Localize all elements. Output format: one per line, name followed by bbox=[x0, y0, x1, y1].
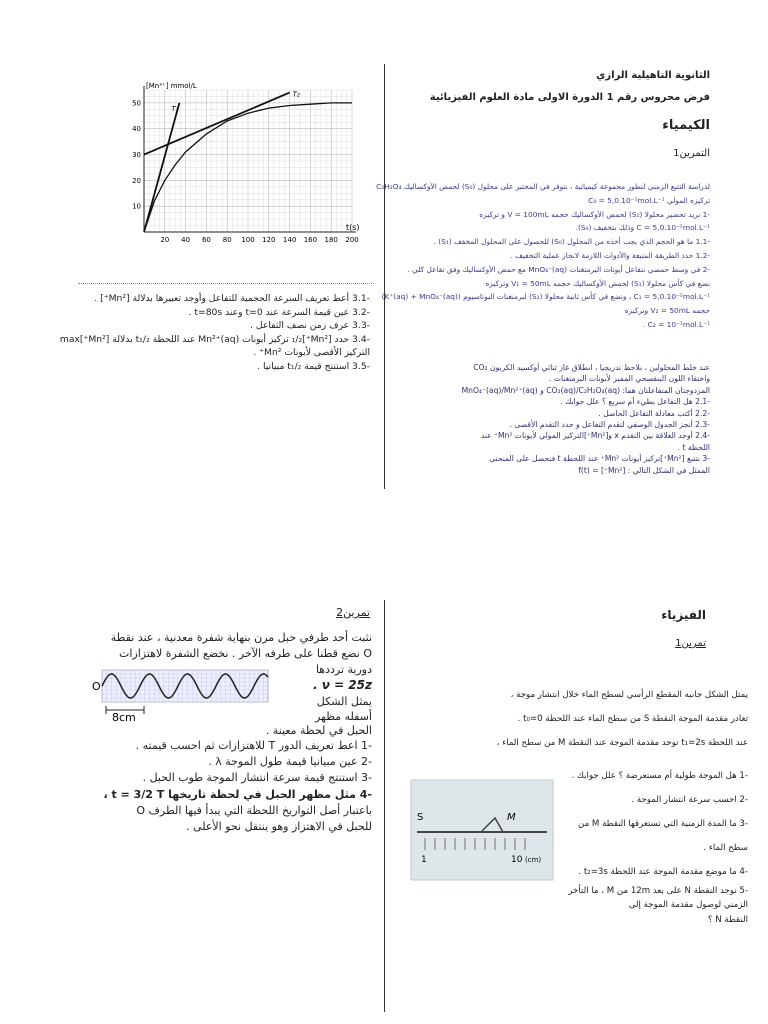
caption-line: يمثل الشكل bbox=[316, 695, 372, 708]
exercise2-question-4c: للحبل في الاهتزاز وهو ينتقل نحو الأعلى . bbox=[186, 820, 372, 834]
intro-line: لدراسة التتبع الزمني لتطور مجموعة كيميائية ، نتوفر في المختبر على محلول (S₀) لحمض الأوكساليك C₂H₂O₄ bbox=[376, 182, 710, 191]
label-s: S bbox=[417, 812, 424, 823]
chart-ticks bbox=[132, 99, 359, 244]
mix-line: -2.1 هل التفاعل بطيء أم سريع ؟ علل جوابك . bbox=[560, 397, 710, 407]
water-wave-figure bbox=[411, 780, 553, 880]
question-3-2: -3.2 عين قيمة السرعة عند t=0 وعند t=80s . bbox=[188, 306, 370, 318]
question-3-4b: التركيز الأقصى لأيونات Mn²⁺ . bbox=[253, 347, 370, 359]
y-tick-label: 50 bbox=[132, 99, 141, 108]
intro-line: C = 5,0.10⁻²mol.L⁻¹ وذلك بتخفيف (S₀). bbox=[575, 223, 710, 233]
ruler-label-right: 10 bbox=[511, 855, 523, 865]
physics-heading: الفيزياء bbox=[661, 608, 706, 622]
exercise2-line: نثبت أحد طرفي حبل مرن بنهاية شفرة معدنية ، عند نقطة bbox=[110, 631, 372, 644]
question-3-4: -3.4 حدد [Mn²⁺]₁/₂ تركيز أيونات Mn²⁺(aq) عند اللحظة t₁/₂ بدلالة [Mn²⁺]max bbox=[59, 333, 370, 345]
tangent-label: T₂ bbox=[292, 90, 300, 99]
column-divider-bottom bbox=[384, 600, 385, 1012]
intro-line: تركيزه المولي C₀ = 5,0.10⁻¹mol.L⁻¹ bbox=[588, 195, 710, 205]
physics-question-2: -2 احسب سرعة انتشار الموجة . bbox=[631, 795, 748, 805]
exercise2-question-4: -4 مثل مظهر الحبل في لحظة تاريخها t = 3/2 T ، bbox=[103, 787, 372, 801]
question-3-1: -3.1 أعط تعريف السرعة الحجمية للتفاعل وأوجد تعبيرها بدلالة [Mn²⁺] . bbox=[94, 293, 370, 304]
y-tick-label: 40 bbox=[132, 125, 141, 134]
physics-questions bbox=[568, 764, 748, 928]
mix-line: -3 نتتبع [Mn²⁺]تركيز أيونات Mn²⁺ عند اللحظة t فنحصل على المنحنى bbox=[489, 454, 710, 464]
physics-exercise1-label: تمرين1 bbox=[675, 638, 706, 649]
intro-line: -1 نريد تحضير محلولا (S₁) لحمض الأوكساليك حجمه V = 100mL و تركيزه bbox=[479, 209, 710, 219]
physics-line-2: تغادر مقدمة الموجة النقطة S من سطح الماء عند اللحظة t₀=0 . bbox=[517, 714, 748, 724]
mix-line: الممثل في الشكل التالي : [Mn²⁺] = f(t) bbox=[578, 465, 710, 475]
exercise2-question-4b: باعتبار أصل التواريخ اللحظة التي يبدأ فيها الطرف O bbox=[136, 803, 372, 817]
ruler-label-left: 1 bbox=[421, 855, 427, 865]
physics-question-5b: النقطة N ؟ bbox=[707, 915, 748, 925]
chart-y-label: [Mn²⁺] mmol/L bbox=[146, 82, 197, 90]
exercise2-frequency: ν = 25z . bbox=[312, 678, 372, 692]
mix-line: -2.2 أكتب معادلة التفاعل الحاصل . bbox=[598, 408, 710, 418]
physics-question-4: -4 ما موضع مقدمة الموجة عند اللحظة t₂=3s . bbox=[578, 867, 748, 877]
chemistry-questions bbox=[59, 292, 370, 374]
question-3-3: -3.3 عرف زمن نصف التفاعل . bbox=[250, 320, 370, 332]
mix-line: واختفاء اللون البنفسجي المميز لأيونات البرمنغنات . bbox=[549, 374, 710, 384]
exercise2-label: تمرين2 bbox=[336, 606, 370, 619]
mix-line: -2.4 أوجد العلاقة بين التقدم x و[Mn²⁺]التركيز المولي لأيونات Mn²⁺ عند bbox=[480, 431, 710, 441]
intro-line: نضع في كأس محلولا (S₁) لحمض الأوكساليك حجمه V₁ = 50mL وتركيزه bbox=[485, 278, 710, 288]
rope-wave-figure bbox=[92, 668, 272, 722]
mix-line: اللحظة t . bbox=[677, 442, 710, 452]
mix-line: عند خلط المحلولين ، نلاحظ تدريجيا ، انطلاق غاز ثنائي أوكسيد الكربون CO₂ bbox=[473, 363, 710, 372]
y-tick-label: 10 bbox=[132, 202, 141, 211]
mix-line: -2.3 أنجز الجدول الوصفي لتقدم التفاعل و حدد التقدم الأقصى . bbox=[509, 420, 710, 430]
intro-line: -2 في وسط حمضي نتفاعل أيونات البرمنغنات MnO₄⁻(aq) مع حمض الأوكساليك وفق تفاعل كلي . bbox=[407, 264, 710, 274]
chart-x-label: t(s) bbox=[346, 223, 360, 232]
x-tick-label: 200 bbox=[345, 236, 359, 244]
exercise1-label: التمرين1 bbox=[673, 148, 710, 159]
exercise2-question-2: -2 عين مبيانيا قيمة طول الموجة λ . bbox=[208, 755, 372, 769]
intro-line: -1.2 حدد الطريقة المتبعة والأدوات اللازمة لانجاز عملية التخفيف . bbox=[510, 250, 710, 260]
caption-line: الحبل في لحظة معينة . bbox=[265, 724, 372, 737]
x-tick-label: 60 bbox=[201, 236, 211, 244]
ruler-unit: (cm) bbox=[525, 856, 542, 864]
x-tick-label: 100 bbox=[241, 236, 255, 244]
x-tick-label: 40 bbox=[181, 236, 191, 244]
x-tick-label: 80 bbox=[222, 236, 232, 244]
chart-dotted-separator bbox=[78, 283, 374, 284]
y-tick-label: 20 bbox=[132, 176, 141, 185]
caption-line: أسفله مظهر bbox=[315, 710, 372, 723]
mix-line: المزدوجتان المتفاعلتان هما: CO₂(aq)/C₂H₂O₄(aq) و MnO₄⁻(aq)/Mn²⁺(aq) bbox=[461, 385, 710, 395]
exercise2-question-1: -1 اعط تعريف الدور T للاهتزازات ثم احسب قيمته . bbox=[135, 739, 372, 752]
intro-line: C₁ = 5,0.10⁻²mol.L⁻¹ ، ونضع في كأس ثانية محلولا (S₂) لبرمنغنات البوتاسيوم (K⁺(aq) + MnO₄⁻(aq)) bbox=[381, 292, 710, 302]
x-tick-label: 160 bbox=[303, 236, 318, 244]
school-name: الثانوية التاهيلية الرازي bbox=[596, 70, 710, 81]
physics-question-5: -5 نوجد النقطة N على بعد 12m من M ، ما التأخر الزمني لوصول مقدمة الموجة إلى bbox=[568, 886, 748, 910]
exercise2-questions bbox=[72, 738, 372, 835]
question-3-5: -3.5 استنتج قيمة t₁/₂ مبيانيا . bbox=[257, 360, 370, 372]
exercise2-line: O نضع قطنا على طرفه الآخر . نخضع الشفرة لاهتزازات bbox=[118, 647, 372, 660]
intro-line: C₂ = 10⁻¹mol.L⁻¹ . bbox=[642, 319, 710, 329]
chemistry-mixing bbox=[370, 362, 710, 476]
exercise2-question-3: -3 استنتج قيمة سرعة انتشار الموجة طوب الحبل . bbox=[142, 771, 372, 785]
intro-line: حجمه V₂ = 50mL وتركيزه bbox=[624, 306, 710, 316]
physics-question-1: -1 هل الموجة طولية أم مستعرضة ؟ علل جوابك . bbox=[571, 771, 748, 781]
label-m: M bbox=[507, 812, 516, 823]
exercise2-figure-caption bbox=[292, 694, 372, 724]
x-tick-label: 140 bbox=[282, 236, 297, 244]
tangent-label: T₁ bbox=[171, 104, 179, 113]
x-tick-label: 120 bbox=[262, 236, 276, 244]
intro-line: -1.1 ما هو الحجم الذي يجب أخذه من المحلول (S₀) للحصول على المحلول المخفف (S₁) . bbox=[433, 237, 710, 247]
physics-question-3: -3 ما المدة الزمنية التي تستغرقها النقطة M من سطح الماء . bbox=[578, 819, 748, 853]
exercise2-line: دورية ترددها bbox=[315, 663, 372, 676]
physics-line-1: يمثل الشكل جانبه المقطع الرأسي لسطح الماء خلال انتشار موجة ، bbox=[510, 690, 748, 700]
chemistry-intro bbox=[360, 180, 710, 332]
rope-o-label: O bbox=[92, 680, 101, 693]
physics-line-3: عند اللحظة t₁=2s توجد مقدمة الموجة عند النقطة M من سطح الماء ، bbox=[496, 738, 748, 748]
chemistry-heading: الكيمياء bbox=[662, 118, 710, 133]
x-tick-label: 20 bbox=[160, 236, 170, 244]
x-tick-label: 180 bbox=[324, 236, 338, 244]
concentration-time-chart bbox=[124, 78, 364, 268]
y-tick-label: 30 bbox=[132, 151, 141, 160]
exam-title: فرض محروس رقم 1 الدورة الاولى مادة العلوم الفيزيائية bbox=[429, 92, 710, 103]
scale-label: 8cm bbox=[112, 711, 136, 724]
